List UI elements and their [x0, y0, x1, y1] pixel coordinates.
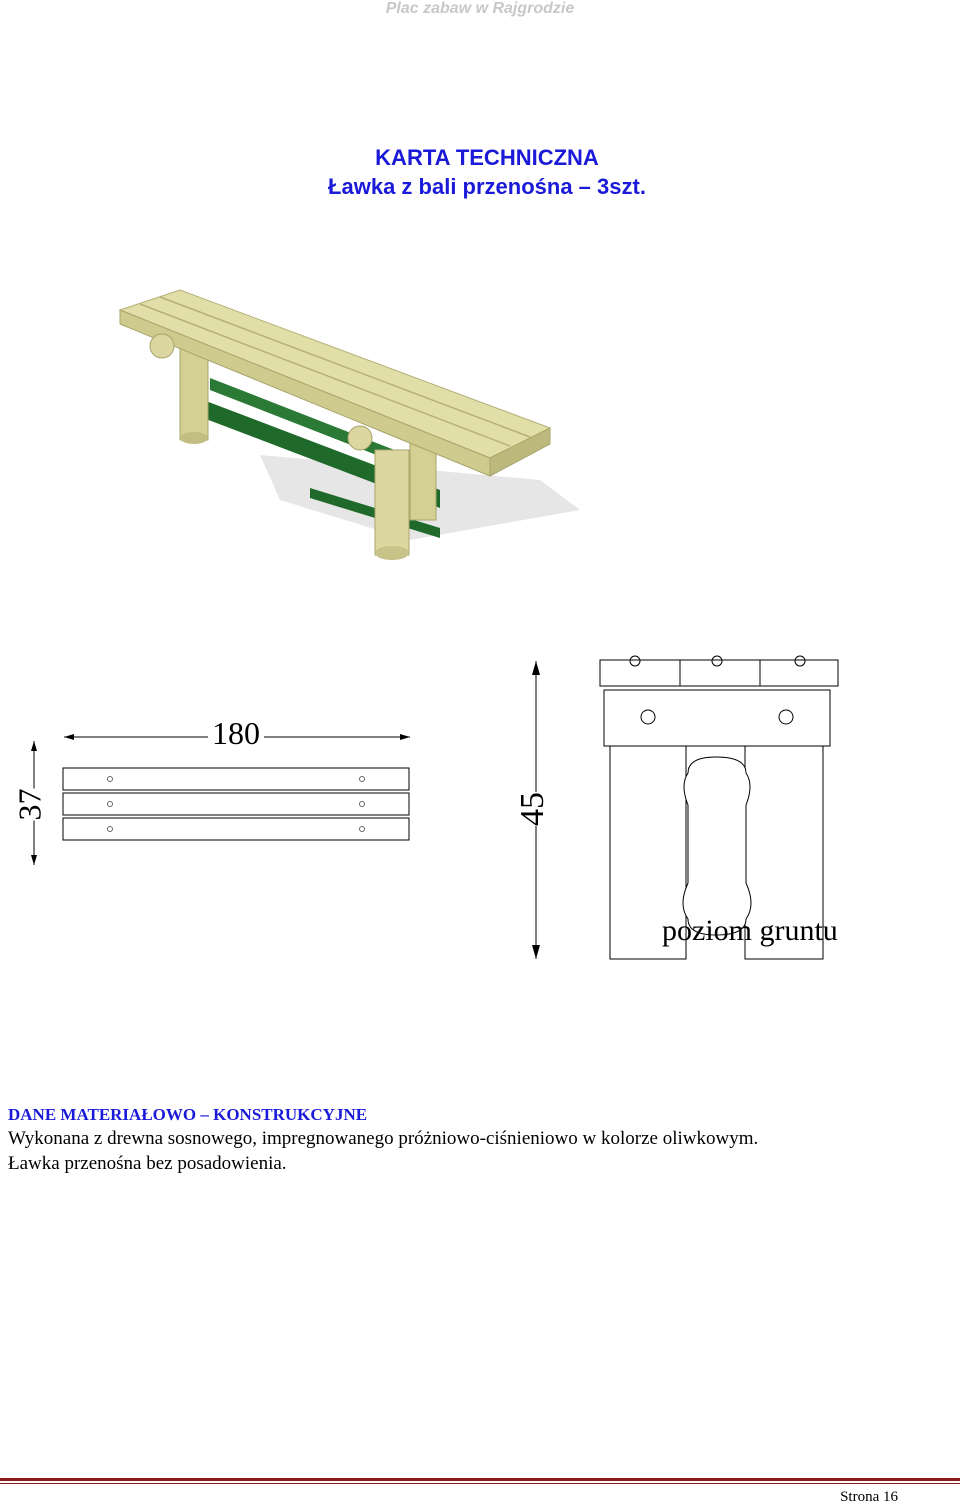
running-header: Plac zabaw w Rajgrodzie — [385, 0, 575, 17]
height-dimension-label: 45 — [514, 792, 551, 826]
material-description: Wykonana z drewna sosnowego, impregnowanego próżniowo-ciśnieniowo w kolorze oliwkowym. — [8, 1128, 759, 1149]
mounting-description: Ławka przenośna bez posadowienia. — [8, 1153, 287, 1174]
document-subtitle: Ławka z bali przenośna – 3szt. — [328, 174, 646, 199]
footer-rule — [0, 1478, 960, 1481]
document-title: KARTA TECHNICZNA — [375, 145, 599, 170]
bench-illustration — [110, 280, 580, 580]
length-dimension-label: 180 — [208, 715, 264, 752]
footer-rule-thin — [0, 1483, 960, 1484]
width-dimension-label: 37 — [11, 788, 48, 821]
page-number: Strona 16 — [840, 1489, 898, 1505]
ground-level-label: poziom gruntu — [662, 914, 838, 947]
section-heading: DANE MATERIAŁOWO – KONSTRUKCYJNE — [8, 1105, 368, 1124]
